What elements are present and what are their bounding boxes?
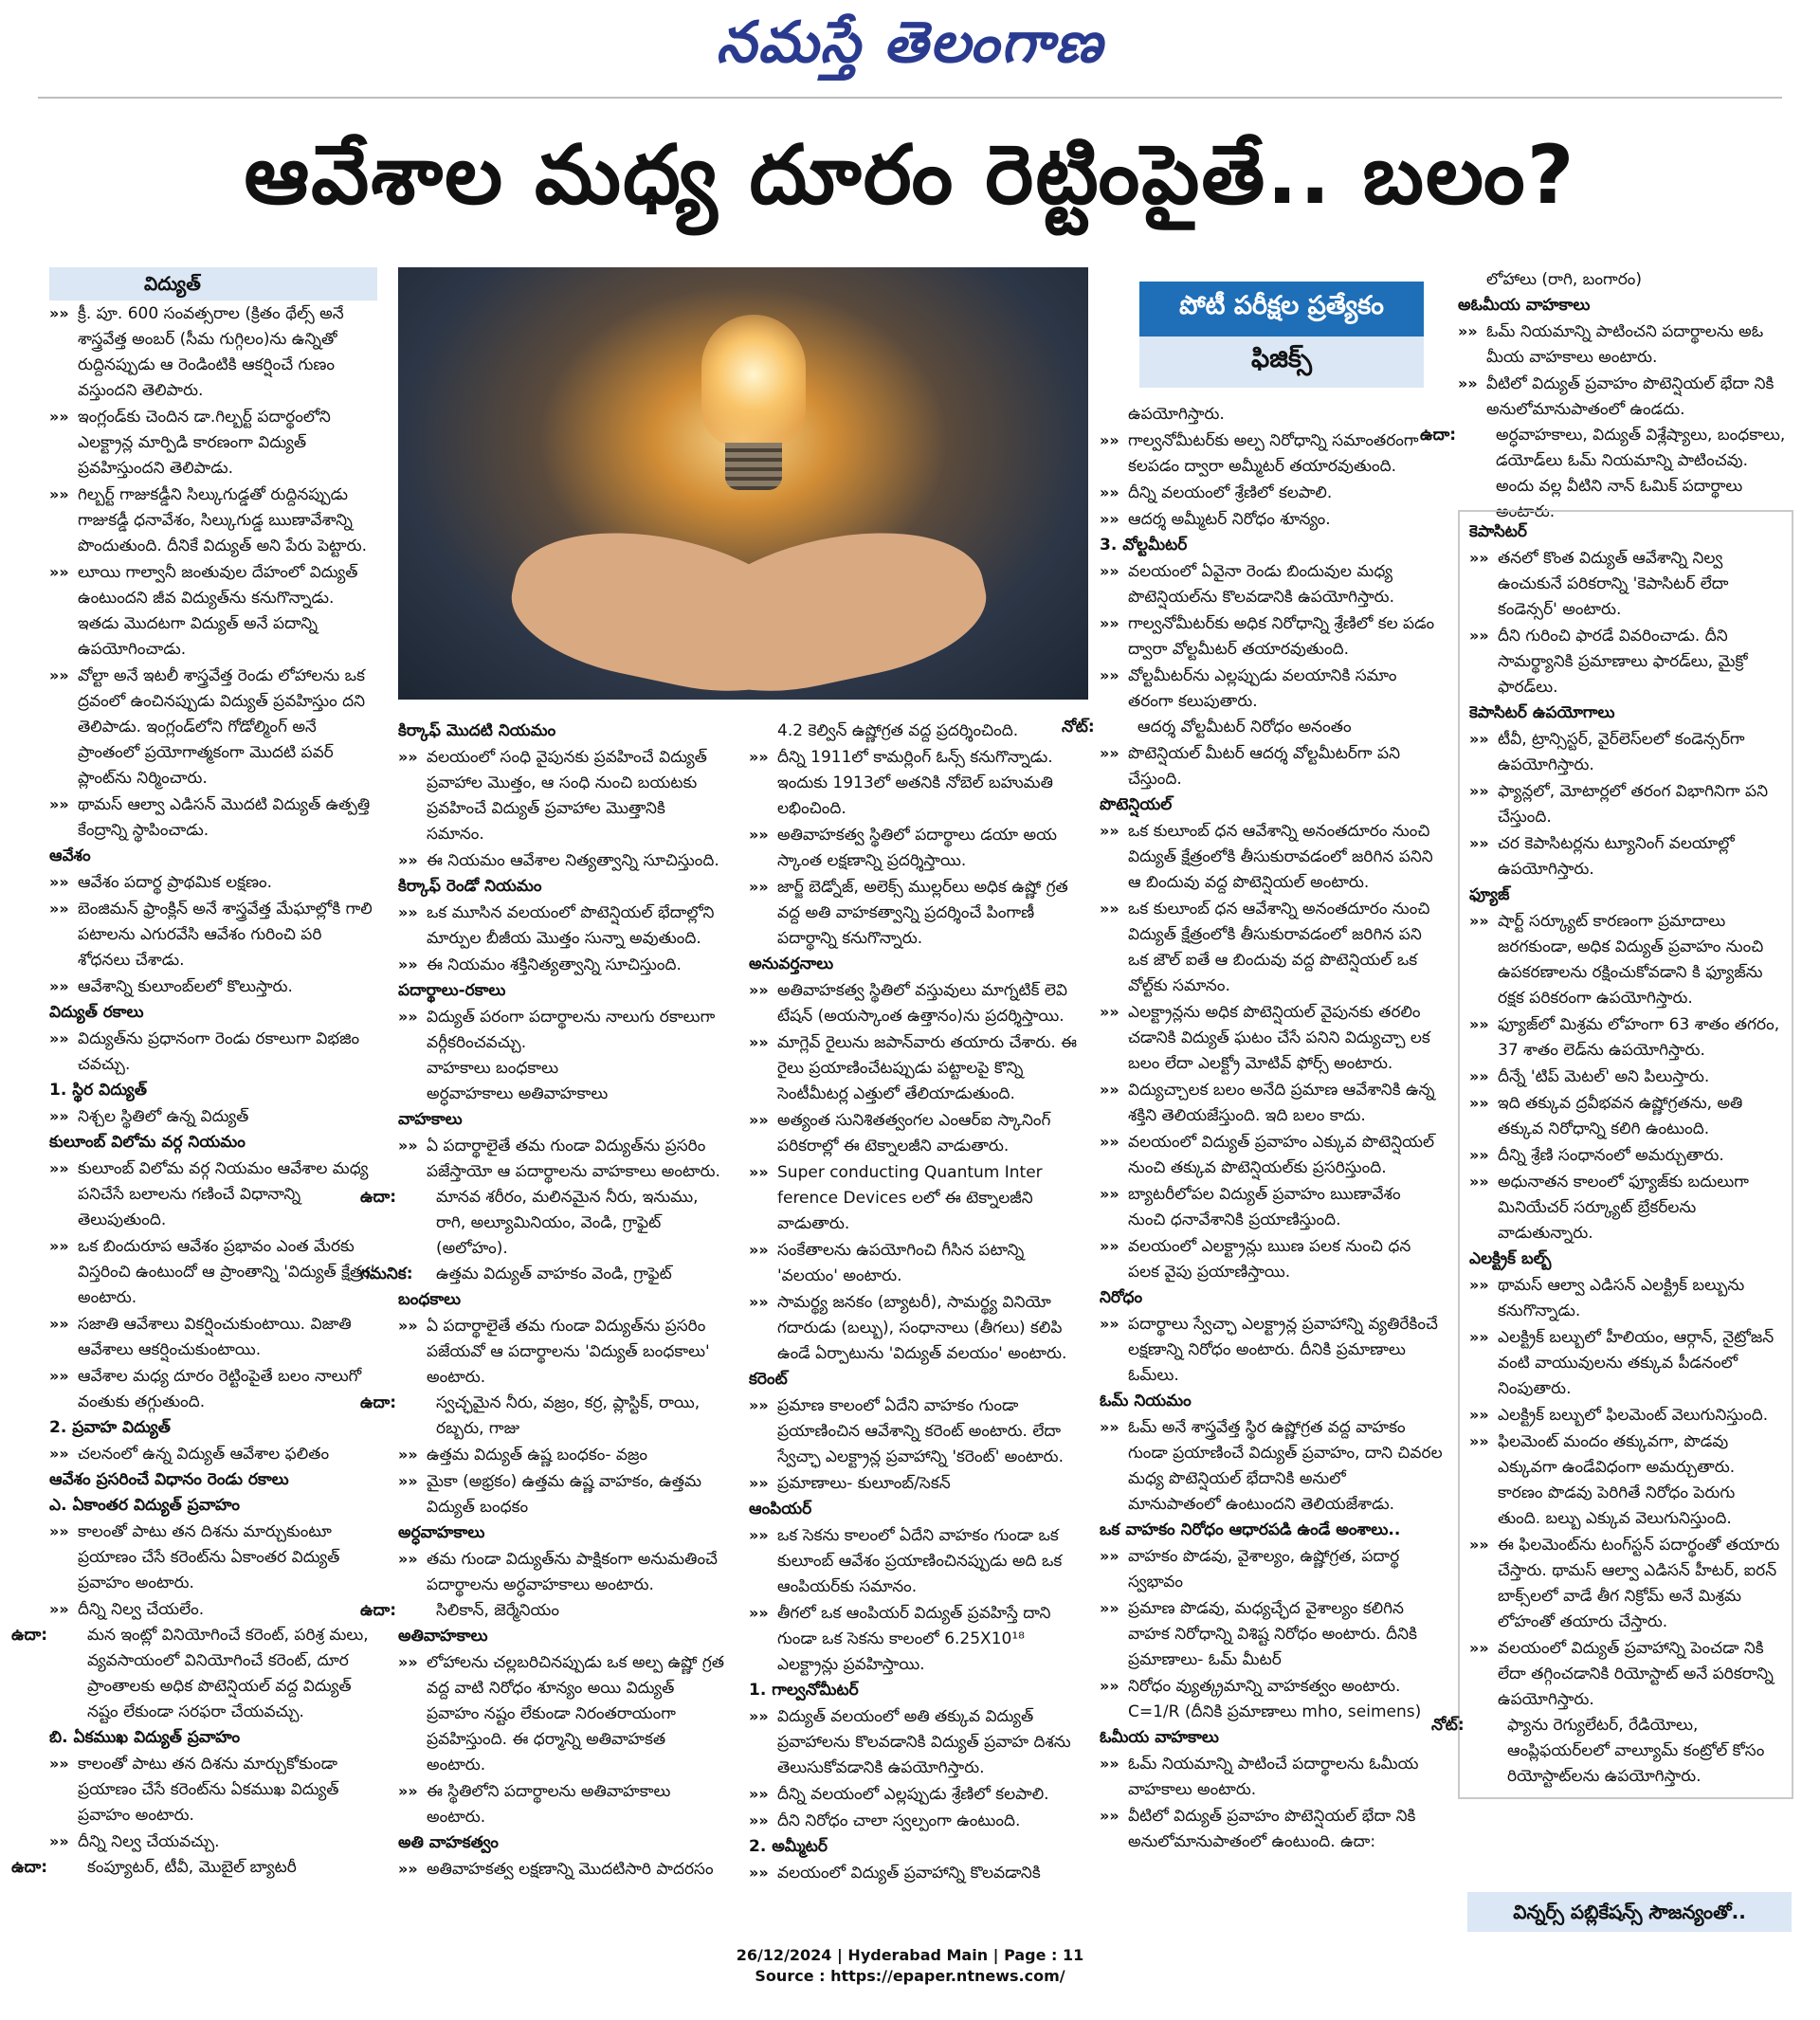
bullet-item: »» దీన్ని 1911లో కామర్లింగ్ ఓన్స్ కనుగొన్నాడు. ఇందుకు 1913లో అతనికి నోబెల్ బహుమతి లభించింది. xyxy=(749,744,1079,822)
text-line: అర్ధవాహకాలు అతివాహకాలు xyxy=(427,1084,609,1103)
subheading: అర్ధవాహకాలు xyxy=(398,1523,485,1542)
bullet-item: »» ఓమ్ నియమాన్ని పాటించే పదార్థాలను ఓమీయ వాహకాలు అంటారు. xyxy=(1100,1751,1443,1803)
masthead-rule xyxy=(38,97,1782,99)
note-text: మన ఇంట్లో వినియోగించే కరెంట్, పరిశ్ర మలు, వ్యవసాయంలో వినియోగించే కరెంట్, దూర ప్రాంతాలకు అధిక పొటెన్షియల్ వద్ద విద్యుత్ నష్టం లేకుండా సరఫరా చేయవచ్చు. xyxy=(87,1626,369,1721)
text-line: లోహాలు (రాగి, బంగారం) xyxy=(1486,270,1643,289)
bullet-item: »» కాలంతో పాటు తన దిశను మార్చుకోకుండా ప్రయాణం చేసే కరెంట్‌ను ఏకముఖ విద్యుత్ ప్రవాహం అంటారు. xyxy=(49,1751,377,1829)
bullet-item: »» పొటెన్షియల్ మీటర్ ఆదర్శ వోల్టమీటర్‌గా పని చేస్తుంది. xyxy=(1100,740,1443,792)
bullet-item: »» ఏ పదార్థాలైతే తమ గుండా విద్యుత్‌ను ప్రసరిం పజేస్తాయో ఆ పదార్థాలను వాహకాలు అంటారు. xyxy=(398,1133,728,1185)
bullet-item: »» క్రీ. పూ. 600 సంవత్సరాల (క్రితం థేల్స్ అనే శాస్త్రవేత్త అంబర్ (సీమ గుగ్గిలం)ను ఉన్నితో రుద్దినప్పుడు ఆ రెండింటికి ఆకర్షించే గుణం వస్తుందని తెలిపారు. xyxy=(49,300,377,404)
subheading: అతి వాహకత్వం xyxy=(398,1833,499,1852)
note-text: అర్ధవాహకాలు, విద్యుత్ విశ్లేష్యాలు, బంధకాలు, డయోడ్‌లు ఓమ్ నియమాన్ని పాటించవు. అందు వల్ల వీటిని నాన్ ఓమిక్ పదార్థాలు అంటారు. xyxy=(1496,426,1786,521)
bullet-item: »» ప్రమాణ కాలంలో ఏదేని వాహకం గుండా ప్రయాణించిన ఆవేశాన్ని కరెంట్ అంటారు. లేదా స్వేచ్ఛా ఎలక్ట్రాన్ల ప్రవాహాన్ని 'కరెంట్' అంటారు. xyxy=(749,1392,1079,1470)
bullet-item: »» ఒక కులూంబ్ ధన ఆవేశాన్ని అనంతదూరం నుంచి విద్యుత్ క్షేత్రంలోకి తీసుకురావడంలో జరిగిన పనిని ఆ బిందువు వద్ద పొటెన్షియల్ అంటారు. xyxy=(1100,818,1443,896)
bullet-item: »» టీవీ, ట్రాన్సిస్టర్, వైర్‌లెస్‌లలో కండెన్సర్‌గా ఉపయోగిస్తారు. xyxy=(1469,726,1782,778)
subheading: కెపాసిటర్ xyxy=(1469,522,1528,541)
column-2 xyxy=(360,719,728,1883)
bullet-item: »» ఈ స్థితిలోని పదార్థాలను అతివాహకాలు అంటారు. xyxy=(398,1778,728,1830)
bullet-item: »» తనలో కొంత విద్యుత్ ఆవేశాన్ని నిల్వ ఉంచుకునే పరికరాన్ని 'కెపాసిటర్ లేదా కండెన్సర్' అంటారు. xyxy=(1469,545,1782,623)
bullet-item: »» కాలంతో పాటు తన దిశను మార్చుకుంటూ ప్రయాణం చేసే కరెంట్‌ను ఏకాంతర విద్యుత్ ప్రవాహం అంటారు. xyxy=(49,1519,377,1596)
bullet-item: »» వలయంలో ఏవైనా రెండు బిందువుల మధ్య పొటెన్షియల్‌ను కొలవడానికి ఉపయోగిస్తారు. xyxy=(1100,558,1443,610)
note-text: ఫ్యాను రెగ్యులేటర్, రేడియోలు, ఆంప్లిఫయర్‌లలో వాల్యూమ్ కంట్రోల్ కోసం రియోస్టాట్‌లను ఉపయోగిస్తారు. xyxy=(1507,1716,1765,1786)
bullet-item: »» నిరోధం వ్యుత్క్రమాన్ని వాహకత్వం అంటారు. C=1/R (దీనికి ప్రమాణాలు mho, seimens) xyxy=(1100,1673,1443,1725)
bullet-item: »» ఆదర్శ అమ్మీటర్ నిరోధం శూన్యం. xyxy=(1100,506,1443,533)
bullet-item: »» ప్రమాణ పొడవు, మధ్యచ్ఛేద వైశాల్యం కలిగిన వాహక నిరోధాన్ని విశిష్ట నిరోధం అంటారు. దీనికి ప్రమాణాలు- ఓమ్ మీటర్ xyxy=(1100,1595,1443,1673)
example-note xyxy=(360,1391,728,1442)
bullet-item: »» విద్యుత్ వలయంలో అతి తక్కువ విద్యుత్ ప్రవాహాలను కొలవడానికి విద్యుత్ ప్రవాహ దిశను తెలుసుకోవడానికి ఉపయోగిస్తారు. xyxy=(749,1703,1079,1781)
column-3 xyxy=(749,719,1079,1886)
bullet-item: »» ఈ నియమం ఆవేశాల నిత్యత్వాన్ని సూచిస్తుంది. xyxy=(398,847,728,874)
bullet-item: »» దీన్ని వలయంలో ఎల్లప్పుడు శ్రేణిలో కలపాలి. xyxy=(749,1781,1079,1808)
subheading: అఓమీయ వాహకాలు xyxy=(1458,296,1591,315)
bullet-item: »» లూయి గాల్వానీ జంతువుల దేహంలో విద్యుత్ ఉంటుందని జీవ విద్యుత్‌ను కనుగొన్నాడు. ఇతడు మొదటగా విద్యుత్ అనే పదాన్ని ఉపయోగించాడు. xyxy=(49,559,377,663)
example-note xyxy=(1062,715,1443,740)
subheading: ఓమీయ వాహకాలు xyxy=(1100,1728,1219,1747)
bullet-item: »» ఎలక్ట్రిక్ బల్బులో హీలియం, ఆర్గాన్, నైట్రోజన్ వంటి వాయువులను తక్కువ పీడనంలో నింపుతారు. xyxy=(1469,1324,1782,1402)
example-note xyxy=(360,1598,728,1624)
example-note xyxy=(1431,1713,1782,1790)
bullet-item: »» గిల్బర్ట్ గాజుకడ్డీని సిల్కుగుడ్డతో రుద్దినప్పుడు గాజుకడ్డీ ధనావేశం, సిల్కుగుడ్డ ఋణావేశాన్ని పొందుతుంది. దీనికే విద్యుత్ అని పేరు పెట్టారు. xyxy=(49,482,377,559)
bullet-item: »» వలయంలో విద్యుత్ ప్రవాహాన్ని కొలవడానికి xyxy=(749,1860,1079,1886)
bullet-item: »» చర కెపాసిటర్లను ట్యూనింగ్ వలయాల్లో ఉపయోగిస్తారు. xyxy=(1469,830,1782,883)
bullet-item: »» ఎలక్ట్రాన్లను అధిక పొటెన్షియల్ వైపునకు తరలిం చడానికి విద్యుత్ ఘటం చేసే పనిని విద్యుచ్చా లక బలం లేదా ఎలక్ట్రో మోటివ్ ఫోర్స్ అంటారు. xyxy=(1100,999,1443,1077)
bullet-item: »» దీన్ని శ్రేణి సంధానంలో అమర్చుతారు. xyxy=(1469,1142,1782,1169)
bullet-item: »» తీగలో ఒక ఆంపియర్ విద్యుత్ ప్రవహిస్తే దాని గుండా ఒక సెకను కాలంలో 6.25X10¹⁸ ఎలక్ట్రాన్లు ప్రవహిస్తాయి. xyxy=(749,1600,1079,1678)
bullet-item: »» దీన్ని నిల్వ చేయలేం. xyxy=(49,1596,377,1623)
bullet-item: »» మైకా (అభ్రకం) ఉత్తమ ఉష్ణ వాహకం, ఉత్తమ విద్యుత్ బంధకం xyxy=(398,1468,728,1520)
bullet-item: »» కులూంబ్ విలోమ వర్గ నియమం ఆవేశాల మధ్య పనిచేసే బలాలను గణించే విధానాన్ని తెలుపుతుంది. xyxy=(49,1156,377,1233)
subheading: విద్యుత్ రకాలు xyxy=(49,1003,144,1022)
bullet-item: »» జార్జ్ బెడ్నోజ్, అలెక్స్ ముల్లర్‌లు అధిక ఉష్ణో గ్రత వద్ద అతి వాహకత్వాన్ని ప్రదర్శించే పింగాణీ పదార్థాన్ని కనుగొన్నారు. xyxy=(749,874,1079,952)
numbered-heading: 1. గాల్వనోమీటర్ xyxy=(749,1681,859,1700)
section-heading: విద్యుత్ xyxy=(49,267,377,300)
numbered-heading: 3. వోల్టమీటర్ xyxy=(1100,536,1188,555)
note-label: నోట్: xyxy=(1062,718,1095,737)
bullet-item: »» ఓమ్ అనే శాస్త్రవేత్త స్థిర ఉష్ణోగ్రత వద్ద వాహకం గుండా ప్రయాణించే విద్యుత్ ప్రవాహం, దాని చివరల మధ్య పొటెన్షియల్ భేదానికి అనులో మానుపాతంలో ఉంటుందని తెలియజేశాడు. xyxy=(1100,1414,1443,1518)
masthead xyxy=(0,0,1820,95)
subheading: బంధకాలు xyxy=(398,1290,462,1309)
subheading: ఆవేశం xyxy=(49,846,91,865)
bullet-item: »» ఓమ్ నియమాన్ని పాటించని పదార్థాలను అఓ మీయ వాహకాలు అంటారు. xyxy=(1458,318,1788,371)
bullet-item: »» అతివాహకత్వ లక్షణాన్ని మొదటిసారి పాదరసం xyxy=(398,1856,728,1883)
bullet-item: »» బెంజిమన్ ఫ్రాంక్లిన్ అనే శాస్త్రవేత్త మేఘాల్లోకి గాలి పటాలను ఎగురవేసి ఆవేశం గురించి పరి శోధనలు చేశాడు. xyxy=(49,896,377,974)
bullet-item: »» షార్ట్ సర్క్యూట్ కారణంగా ప్రమాదాలు జరగకుండా, అధిక విద్యుత్ ప్రవాహం నుంచి ఉపకరణాలను రక్షించుకోవడాని కి ఫ్యూజ్‌ను రక్షక పరికరంగా ఉపయోగిస్తారు. xyxy=(1469,908,1782,1011)
bullet-item: »» లోహాలను చల్లబరిచినప్పుడు ఒక అల్ప ఉష్ణో గ్రత వద్ద వాటి నిరోధం శూన్యం అయి విద్యుత్ ప్రవాహం నష్టం లేకుండా నిరంతరాయంగా ప్రవహిస్తుంది. ఈ ధర్మాన్ని అతివాహకత అంటారు. xyxy=(398,1649,728,1778)
bulb-base-icon xyxy=(725,443,782,490)
bullet-item: »» ఈ నియమం శక్తినిత్యత్వాన్ని సూచిస్తుంది. xyxy=(398,952,728,978)
bullet-item: »» వాహకం పొడవు, వైశాల్యం, ఉష్ణోగ్రత, పదార్థ స్వభావం xyxy=(1100,1543,1443,1595)
subheading: అనువర్తనాలు xyxy=(749,955,834,974)
text-line: ఉపయోగిస్తారు. xyxy=(1128,405,1225,424)
note-label: ఉదా: xyxy=(360,1188,397,1207)
note-label: గమనిక: xyxy=(360,1265,413,1283)
subheading: అతివాహకాలు xyxy=(398,1627,488,1646)
bullet-item: »» ఈ ఫిలమెంట్‌ను టంగ్‌స్టన్ పదార్థంతో తయారు చేస్తారు. థామస్ ఆల్వా ఎడిసన్ హీటర్, ఐరన్ బాక్స్‌లలో వాడే తీగ నిక్రోమ్ అనే మిశ్రమ లోహంతో తయారు చేస్తారు. xyxy=(1469,1532,1782,1635)
note-label: నోట్: xyxy=(1431,1716,1465,1735)
bullet-item: »» అతివాహకత్వ స్థితిలో పదార్థాలు డయా అయ స్కాంత లక్షణాన్ని ప్రదర్శిస్తాయి. xyxy=(749,822,1079,874)
bullet-item: »» ఒక మూసిన వలయంలో పొటెన్షియల్ భేదాల్లోని మార్పుల బీజీయ మొత్తం సున్నా అవుతుంది. xyxy=(398,900,728,952)
bullet-item: »» దీని గురించి ఫారడే వివరించాడు. దీని సామర్థ్యానికి ప్రమాణాలు ఫారడ్‌లు, మైక్రో ఫారడ్‌లు. xyxy=(1469,623,1782,701)
bullet-item: »» చలనంలో ఉన్న విద్యుత్ ఆవేశాల ఫలితం xyxy=(49,1441,377,1467)
subheading: కెపాసిటర్ ఉపయోగాలు xyxy=(1469,703,1615,722)
bullet-item: »» బ్యాటరీలోపల విద్యుత్ ప్రవాహం ఋణావేశం నుంచి ధనావేశానికి ప్రయాణిస్తుంది. xyxy=(1100,1181,1443,1233)
numbered-heading: 2. ప్రవాహ విద్యుత్ xyxy=(49,1418,171,1437)
note-text: ఉత్తమ విద్యుత్ వాహకం వెండి, గ్రాఫైట్ xyxy=(436,1265,672,1283)
bullet-item: »» తమ గుండా విద్యుత్‌ను పాక్షికంగా అనుమతించే పదార్థాలను అర్ధవాహకాలు అంటారు. xyxy=(398,1546,728,1598)
bullet-item: »» ఆవేశాన్ని కులూంబ్‌లలో కొలుస్తారు. xyxy=(49,974,377,1000)
subheading: వాహకాలు xyxy=(398,1110,463,1129)
special-banner xyxy=(1139,282,1424,388)
footer-date-line: 26/12/2024 | Hyderabad Main | Page : 11 xyxy=(736,1946,1084,1964)
numbered-heading: ఎ. ఏకాంతర విద్యుత్ ప్రవాహం xyxy=(49,1496,241,1515)
newspaper-logo: నమస్తే తెలంగాణ xyxy=(716,9,1104,76)
bullet-item: »» ఒక సెకను కాలంలో ఏదేని వాహకం గుండా ఒక కులూంబ్ ఆవేశం ప్రయాణించినప్పుడు అది ఒక ఆంపియర్‌కు సమానం. xyxy=(749,1522,1079,1600)
example-note xyxy=(360,1185,728,1262)
credit-box: విన్నర్స్ పబ్లికేషన్స్ సౌజన్యంతో.. xyxy=(1467,1892,1792,1932)
subheading: కరెంట్ xyxy=(749,1370,788,1389)
bullet-item: »» విద్యుత్‌ను ప్రధానంగా రెండు రకాలుగా విభజిం చవచ్చు. xyxy=(49,1026,377,1078)
bullet-item: »» వోల్టమీటర్‌ను ఎల్లప్పుడు వలయానికి సమాం తరంగా కలుపుతారు. xyxy=(1100,663,1443,715)
headline: ఆవేశాల మధ్య దూరం రెట్టింపైతే.. బలం? xyxy=(244,128,1576,223)
bullet-item: »» వలయంలో ఎలక్ట్రాన్లు ఋణ పలక నుంచి ధన పలక వైపు ప్రయాణిస్తాయి. xyxy=(1100,1233,1443,1285)
example-note xyxy=(11,1855,377,1881)
special-banner-subject: ఫిజిక్స్ xyxy=(1139,337,1424,388)
bullet-item: »» పదార్థాలు స్వేచ్ఛా ఎలక్ట్రాన్ల ప్రవాహాన్ని వ్యతిరేకించే లక్షణాన్ని నిరోధం అంటారు. దీనికి ప్రమాణాలు ఓమ్‌లు. xyxy=(1100,1311,1443,1389)
subheading: కులూంబ్ విలోమ వర్గ నియమం xyxy=(49,1133,246,1152)
bullet-item: »» ఒక కులూంబ్ ధన ఆవేశాన్ని అనంతదూరం నుంచి విద్యుత్ క్షేత్రంలోకి తీసుకురావడంలో జరిగిన పని ఒక జౌల్ ఐతే ఆ బిందువు వద్ద పొటెన్షియల్ ఒక వోల్ట్‌కు సమానం. xyxy=(1100,896,1443,999)
subheading: ఓమ్ నియమం xyxy=(1100,1392,1192,1410)
bullet-item: »» ఫిలమెంట్ మందం తక్కువగా, పొడవు ఎక్కువగా ఉండేవిధంగా అమర్చుతారు. కారణం పొడవు పెరిగితే నిరోధం పెరుగు తుంది. బల్బు ఎక్కువ వెలుగునిస్తుంది. xyxy=(1469,1429,1782,1532)
bullet-item: »» థామస్ ఆల్వా ఎడిసన్ మొదటి విద్యుత్ ఉత్పత్తి కేంద్రాన్ని స్థాపించాడు. xyxy=(49,792,377,844)
bullet-item: »» సామర్థ్య జనకం (బ్యాటరీ), సామర్థ్య వినియో గదారుడు (బల్బు), సంధానాలు (తీగలు) కలిపి ఉండే ఏర్పాటును 'విద్యుత్ వలయం' అంటారు. xyxy=(749,1289,1079,1367)
bullet-item: »» వలయంలో విద్యుత్ ప్రవాహాన్ని పెంచడా నికి లేదా తగ్గించడానికి రియోస్టాట్ అనే పరికరాన్ని ఉపయోగిస్తారు. xyxy=(1469,1635,1782,1713)
note-label: ఉదా: xyxy=(11,1626,48,1645)
bullet-item: »» థామస్ ఆల్వా ఎడిసన్ ఎలక్ట్రిక్ బల్బును కనుగొన్నాడు. xyxy=(1469,1272,1782,1324)
bullet-item: »» ఒక బిందురూప ఆవేశం ప్రభావం ఎంత మేరకు విస్తరించి ఉంటుందో ఆ ప్రాంతాన్ని 'విద్యుత్ క్షేత్రం' అంటారు. xyxy=(49,1233,377,1311)
bullet-item: »» విద్యుచ్చాలక బలం అనేది ప్రమాణ ఆవేశానికి ఉన్న శక్తిని తెలియజేస్తుంది. ఇది బలం కాదు. xyxy=(1100,1077,1443,1129)
note-label: ఉదా: xyxy=(360,1601,397,1620)
bullet-item: »» వలయంలో సంధి వైపునకు ప్రవహించే విద్యుత్ ప్రవాహాల మొత్తం, ఆ సంధి నుంచి బయటకు ప్రవహించే విద్యుత్ ప్రవాహాల మొత్తానికి సమానం. xyxy=(398,744,728,847)
note-text: ఆదర్శ వోల్టమీటర్ నిరోధం అనంతం xyxy=(1138,718,1352,737)
bullet-item: »» ఆవేశాల మధ్య దూరం రెట్టింపైతే బలం నాలుగో వంతుకు తగ్గుతుంది. xyxy=(49,1363,377,1415)
bullet-item: »» ఇంగ్లండ్‌కు చెందిన డా.గిల్బర్ట్ పదార్థంలోని ఎలక్ట్రాన్ల మార్పిడి కారణంగా విద్యుత్ ప్రవహిస్తుందని తెలిపాడు. xyxy=(49,404,377,482)
example-note xyxy=(11,1623,377,1725)
subheading: ఆవేశం ప్రసరించే విధానం రెండు రకాలు xyxy=(49,1470,289,1489)
subheading: పదార్థాలు-రకాలు xyxy=(398,981,506,1000)
numbered-heading: బి. ఏకముఖ విద్యుత్ ప్రవాహం xyxy=(49,1728,241,1747)
bullet-item: »» వలయంలో విద్యుత్ ప్రవాహం ఎక్కువ పొటెన్షియల్ నుంచి తక్కువ పొటెన్షియల్‌కు ప్రసరిస్తుంది. xyxy=(1100,1129,1443,1181)
special-banner-title: పోటీ పరీక్షల ప్రత్యేకం xyxy=(1139,282,1424,337)
bullet-item: »» నిశ్చల స్థితిలో ఉన్న విద్యుత్ xyxy=(49,1103,377,1130)
text-line: 4.2 కెల్విన్ ఉష్ణోగ్రత వద్ద ప్రదర్శించింది. xyxy=(777,721,1019,740)
bullet-item: »» ఎలక్ట్రిక్ బల్బులో ఫిలమెంట్ వెలుగునిస్తుంది. xyxy=(1469,1402,1782,1429)
bullet-item: »» అతివాహకత్వ స్థితిలో వస్తువులు మాగ్నటిక్ లెవి టేషన్ (అయస్కాంత ఉత్తానం)ను ప్రదర్శిస్తాయి. xyxy=(749,977,1079,1029)
subheading: ఫ్యూజ్ xyxy=(1469,885,1510,904)
subheading: నిరోధం xyxy=(1100,1288,1143,1307)
column-5-boxed xyxy=(1431,510,1793,1799)
bullet-item: »» వోల్టా అనే ఇటలీ శాస్త్రవేత్త రెండు లోహాలను ఒక ద్రవంలో ఉంచినప్పుడు విద్యుత్ ప్రవహిస్తుం దని తెలిపాడు. ఇంగ్లండ్‌లోని గోడోల్మింగ్ అనే ప్రాంతంలో ప్రయోగాత్మకంగా మొదటి పవర్ ప్లాంట్‌ను నిర్మించారు. xyxy=(49,663,377,792)
bullet-item: »» దీన్ని వలయంలో శ్రేణిలో కలపాలి. xyxy=(1100,480,1443,506)
bullet-item: »» దీన్నే 'టిప్ మెటల్' అని పిలుస్తారు. xyxy=(1469,1064,1782,1090)
note-text: స్వచ్ఛమైన నీరు, వజ్రం, కర్ర, ప్లాస్టిక్, రాయి, రబ్బరు, గాజు xyxy=(436,1393,701,1438)
right-hand-icon xyxy=(671,508,997,700)
note-text: సిలికాన్, జెర్మేనియం xyxy=(436,1601,559,1620)
bullet-item: »» వీటిలో విద్యుత్ ప్రవాహం పొటెన్షియల్ భేదా నికి అనులోమానుపాతంలో ఉండదు. xyxy=(1458,371,1788,423)
column-1 xyxy=(11,267,377,1881)
subheading: పొటెన్షియల్ xyxy=(1100,795,1173,814)
example-note xyxy=(360,1262,728,1287)
bullet-item: »» ప్రమాణాలు- కులూంబ్/సెకన్ xyxy=(749,1470,1079,1497)
bullet-item: »» ఫ్యాన్లలో, మోటార్లలో తరంగ విభాగినిగా పని చేస్తుంది. xyxy=(1469,778,1782,830)
column-5-top xyxy=(1420,267,1788,525)
column-4 xyxy=(1062,402,1443,1855)
text-line: వాహకాలు బంధకాలు xyxy=(427,1059,559,1078)
bullet-item: »» అత్యంత సునిశితత్వంగల ఎంఆర్ఐ స్కానింగ్ పరికరాల్లో ఈ టెక్నాలజీని వాడుతారు. xyxy=(749,1107,1079,1159)
bullet-item: »» గాల్వనోమీటర్‌కు అధిక నిరోధాన్ని శ్రేణిలో కల పడం ద్వారా వోల్టమీటర్ తయారవుతుంది. xyxy=(1100,610,1443,663)
subheading: కిర్కాఫ్ రెండో నియమం xyxy=(398,877,542,896)
numbered-heading: 2. అమ్మీటర్ xyxy=(749,1837,828,1856)
bullet-item: »» దీన్ని నిల్వ చేయవచ్చు. xyxy=(49,1829,377,1855)
bullet-item: »» సజాతి ఆవేశాలు వికర్షించుకుంటాయి. విజాతి ఆవేశాలు ఆకర్షించుకుంటాయి. xyxy=(49,1311,377,1363)
bulb-glow-icon xyxy=(701,315,806,447)
bullet-item: »» మాగ్లెవ్ రైలును జపాన్‌వారు తయారు చేశారు. ఈ రైలు ప్రయాణించేటప్పుడు పట్టాలపై కొన్ని సెంటీమీటర్ల ఎత్తులో తేలియాడుతుంది. xyxy=(749,1029,1079,1107)
bullet-item: »» ఇది తక్కువ ద్రవీభవన ఉష్ణోగ్రతను, అతి తక్కువ నిరోధాన్ని కలిగి ఉంటుంది. xyxy=(1469,1090,1782,1142)
bullet-item: »» ఫ్యూజ్‌లో మిశ్రమ లోహంగా 63 శాతం తగరం, 37 శాతం లెడ్‌ను ఉపయోగిస్తారు. xyxy=(1469,1011,1782,1064)
subheading: ఒక వాహకం నిరోధం ఆధారపడి ఉండే అంశాలు.. xyxy=(1100,1520,1401,1539)
bullet-item: »» ఏ పదార్థాలైతే తమ గుండా విద్యుత్‌ను ప్రసరిం పజేయవో ఆ పదార్థాలను 'విద్యుత్ బంధకాలు' అంటారు. xyxy=(398,1313,728,1391)
note-label: ఉదా: xyxy=(360,1393,397,1412)
bullet-item: »» ఆవేశం పదార్థ ప్రాథమిక లక్షణం. xyxy=(49,869,377,896)
bullet-item: »» గాల్వనోమీటర్‌కు అల్ప నిరోధాన్ని సమాంతరంగా కలపడం ద్వారా అమ్మీటర్ తయారవుతుంది. xyxy=(1100,428,1443,480)
subheading: కిర్కాఫ్ మొదటి నియమం xyxy=(398,721,556,740)
bullet-item: »» సంకేతాలను ఉపయోగించి గీసిన పటాన్ని 'వలయం' అంటారు. xyxy=(749,1237,1079,1289)
footer-source-line: Source : https://epaper.ntnews.com/ xyxy=(755,1967,1065,1985)
lightbulb-photo xyxy=(398,267,1088,700)
numbered-heading: 1. స్థిర విద్యుత్ xyxy=(49,1081,147,1100)
bullet-item: »» విద్యుత్ పరంగా పదార్థాలను నాలుగు రకాలుగా వర్గీకరించవచ్చు. xyxy=(398,1004,728,1056)
bullet-item: »» Super conducting Quantum Inter ference Devices లలో ఈ టెక్నాలజీని వాడుతారు. xyxy=(749,1159,1079,1237)
bullet-item: »» దీని నిరోధం చాలా స్వల్పంగా ఉంటుంది. xyxy=(749,1808,1079,1834)
note-label: ఉదా: xyxy=(11,1858,48,1877)
subheading: ఆంపియర్ xyxy=(749,1500,812,1519)
note-label: ఉదా: xyxy=(1420,426,1457,445)
note-text: మానవ శరీరం, మలినమైన నీరు, ఇనుము, రాగి, అల్యూమినియం, వెండి, గ్రాఫైట్ (అలోహం). xyxy=(436,1188,699,1258)
bullet-item: »» అధునాతన కాలంలో ఫ్యూజ్‌కు బదులుగా మినియేచర్ సర్క్యూట్ బ్రేకర్‌లను వాడుతున్నారు. xyxy=(1469,1169,1782,1247)
page-footer xyxy=(0,1945,1820,1987)
note-text: కంప్యూటర్, టీవీ, మొబైల్ బ్యాటరీ xyxy=(87,1858,297,1877)
subheading: ఎలక్ట్రిక్ బల్బ్ xyxy=(1469,1249,1552,1268)
bullet-item: »» వీటిలో విద్యుత్ ప్రవాహం పొటెన్షియల్ భేదా నికి అనులోమానుపాతంలో ఉంటుంది. ఉదా: xyxy=(1100,1803,1443,1855)
bullet-item: »» ఉత్తమ విద్యుత్ ఉష్ణ బంధకం- వజ్రం xyxy=(398,1442,728,1468)
